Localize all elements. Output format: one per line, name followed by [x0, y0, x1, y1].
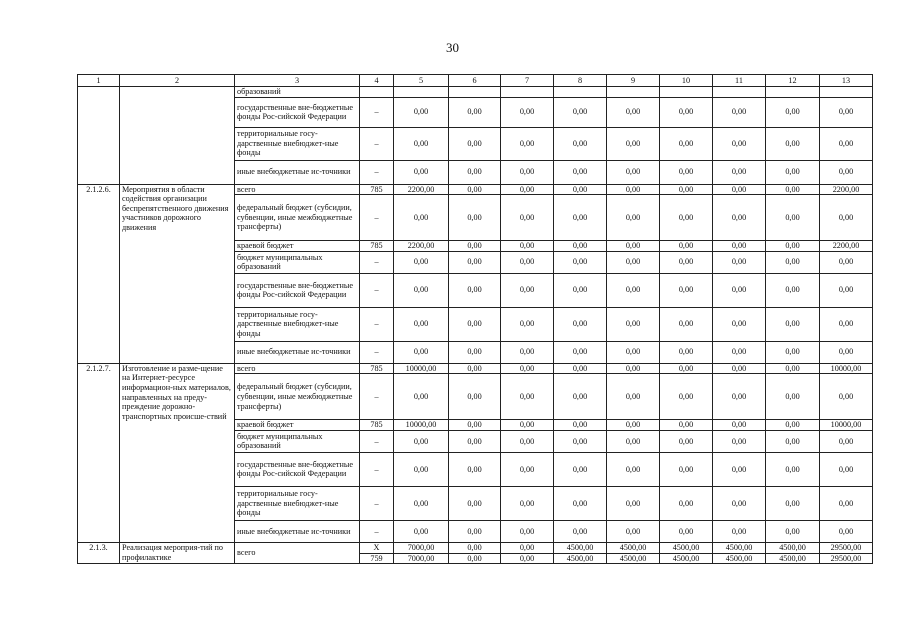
value-cell: 0,00 [449, 430, 501, 452]
kbk-cell: – [360, 452, 394, 486]
value-cell: 0,00 [449, 307, 501, 341]
value-cell: 0,00 [501, 307, 554, 341]
value-cell: 0,00 [394, 195, 449, 241]
source-cell: всего [235, 184, 360, 195]
kbk-cell: – [360, 430, 394, 452]
value-cell: 0,00 [607, 127, 660, 160]
value-cell: 0,00 [820, 195, 873, 241]
value-cell: 0,00 [394, 430, 449, 452]
value-cell: 0,00 [449, 160, 501, 184]
value-cell: 0,00 [713, 241, 766, 252]
value-cell: 0,00 [449, 420, 501, 431]
value-cell: 4500,00 [607, 542, 660, 553]
value-cell: 0,00 [501, 420, 554, 431]
value-cell: 0,00 [766, 307, 820, 341]
value-cell: 0,00 [554, 273, 607, 307]
value-cell: 0,00 [449, 184, 501, 195]
value-cell: 0,00 [607, 241, 660, 252]
value-cell: 0,00 [713, 195, 766, 241]
value-cell: 2200,00 [820, 184, 873, 195]
value-cell [820, 87, 873, 98]
value-cell: 0,00 [766, 251, 820, 273]
col-header: 10 [660, 75, 713, 87]
value-cell: 0,00 [607, 486, 660, 520]
col-header: 3 [235, 75, 360, 87]
value-cell: 0,00 [766, 273, 820, 307]
source-cell: федеральный бюджет (субсидии, субвенции, иные межбюджетные трансферты) [235, 195, 360, 241]
kbk-cell: – [360, 195, 394, 241]
value-cell [713, 87, 766, 98]
table-body [78, 87, 873, 564]
kbk-cell: – [360, 127, 394, 160]
value-cell: 0,00 [607, 430, 660, 452]
value-cell: 0,00 [713, 307, 766, 341]
value-cell: 0,00 [766, 420, 820, 431]
value-cell: 0,00 [449, 374, 501, 420]
value-cell: 2200,00 [394, 184, 449, 195]
value-cell: 0,00 [660, 127, 713, 160]
value-cell: 4500,00 [713, 553, 766, 564]
col-header: 6 [449, 75, 501, 87]
kbk-cell: – [360, 97, 394, 127]
value-cell: 29500,00 [820, 542, 873, 553]
value-cell: 0,00 [607, 251, 660, 273]
value-cell: 0,00 [766, 341, 820, 363]
value-cell: 0,00 [713, 127, 766, 160]
source-cell: бюджет муниципальных образований [235, 251, 360, 273]
value-cell: 0,00 [449, 542, 501, 553]
code-cell: 2.1.3. [78, 542, 120, 563]
value-cell: 0,00 [607, 160, 660, 184]
value-cell: 2200,00 [394, 241, 449, 252]
value-cell: 0,00 [501, 430, 554, 452]
value-cell: 0,00 [501, 195, 554, 241]
value-cell: 10000,00 [394, 363, 449, 374]
value-cell: 0,00 [394, 374, 449, 420]
value-cell: 0,00 [766, 241, 820, 252]
value-cell: 0,00 [713, 363, 766, 374]
value-cell: 0,00 [766, 363, 820, 374]
value-cell: 0,00 [713, 273, 766, 307]
source-cell: государственные вне-бюджетные фонды Рос-сийской Федерации [235, 97, 360, 127]
value-cell: 0,00 [607, 452, 660, 486]
value-cell: 0,00 [766, 160, 820, 184]
name-cell: Изготовление и разме-щение на Интернет-ресурсе информацион-ных материалов, направленных на преду-преждение дорожно-транспортных происше-ствий [120, 363, 235, 542]
value-cell: 0,00 [820, 486, 873, 520]
value-cell: 0,00 [607, 273, 660, 307]
value-cell: 0,00 [660, 341, 713, 363]
value-cell: 0,00 [501, 363, 554, 374]
source-cell: образований [235, 87, 360, 98]
value-cell: 0,00 [554, 374, 607, 420]
col-header: 4 [360, 75, 394, 87]
value-cell: 0,00 [554, 307, 607, 341]
source-cell: территориальные госу-дарственные внебюджет-ные фонды [235, 127, 360, 160]
value-cell: 0,00 [660, 452, 713, 486]
value-cell: 0,00 [394, 486, 449, 520]
value-cell: 0,00 [554, 452, 607, 486]
value-cell: 0,00 [607, 184, 660, 195]
value-cell: 0,00 [713, 184, 766, 195]
value-cell: 0,00 [607, 420, 660, 431]
kbk-cell: – [360, 307, 394, 341]
value-cell: 2200,00 [820, 241, 873, 252]
code-cell [78, 87, 120, 185]
value-cell: 0,00 [660, 420, 713, 431]
value-cell: 0,00 [766, 486, 820, 520]
value-cell: 4500,00 [766, 553, 820, 564]
value-cell: 0,00 [394, 127, 449, 160]
table-row [78, 87, 873, 98]
value-cell: 0,00 [766, 195, 820, 241]
value-cell: 0,00 [820, 307, 873, 341]
kbk-cell: 785 [360, 420, 394, 431]
value-cell: 7000,00 [394, 553, 449, 564]
value-cell: 4500,00 [713, 542, 766, 553]
kbk-cell: 759 [360, 553, 394, 564]
kbk-cell: – [360, 341, 394, 363]
source-cell: всего [235, 363, 360, 374]
value-cell: 0,00 [449, 363, 501, 374]
value-cell: 0,00 [713, 160, 766, 184]
value-cell: 0,00 [449, 553, 501, 564]
value-cell: 0,00 [554, 241, 607, 252]
value-cell: 0,00 [607, 363, 660, 374]
value-cell: 0,00 [766, 452, 820, 486]
value-cell [607, 87, 660, 98]
value-cell: 0,00 [554, 363, 607, 374]
value-cell: 0,00 [501, 486, 554, 520]
value-cell: 0,00 [660, 195, 713, 241]
value-cell [554, 87, 607, 98]
value-cell: 0,00 [501, 341, 554, 363]
value-cell: 0,00 [766, 430, 820, 452]
value-cell: 0,00 [394, 251, 449, 273]
kbk-cell: 785 [360, 241, 394, 252]
value-cell: 0,00 [820, 273, 873, 307]
col-header: 9 [607, 75, 660, 87]
source-cell: всего [235, 542, 360, 563]
value-cell: 0,00 [394, 97, 449, 127]
value-cell: 0,00 [660, 184, 713, 195]
table-row [78, 363, 873, 374]
value-cell: 0,00 [713, 430, 766, 452]
value-cell: 0,00 [820, 374, 873, 420]
name-cell [120, 87, 235, 185]
value-cell: 0,00 [501, 273, 554, 307]
value-cell: 0,00 [449, 251, 501, 273]
value-cell: 0,00 [554, 341, 607, 363]
value-cell: 0,00 [554, 97, 607, 127]
col-header: 8 [554, 75, 607, 87]
value-cell: 0,00 [394, 520, 449, 542]
value-cell: 7000,00 [394, 542, 449, 553]
value-cell: 0,00 [660, 251, 713, 273]
value-cell: 0,00 [501, 553, 554, 564]
source-cell: иные внебюджетные ис-точники [235, 520, 360, 542]
value-cell: 0,00 [660, 241, 713, 252]
value-cell: 0,00 [394, 307, 449, 341]
value-cell: 0,00 [449, 273, 501, 307]
value-cell: 0,00 [820, 520, 873, 542]
source-cell: иные внебюджетные ис-точники [235, 341, 360, 363]
value-cell: 0,00 [766, 520, 820, 542]
value-cell: 4500,00 [607, 553, 660, 564]
value-cell: 0,00 [501, 542, 554, 553]
value-cell: 0,00 [820, 452, 873, 486]
kbk-cell: 785 [360, 184, 394, 195]
value-cell: 0,00 [501, 97, 554, 127]
value-cell: 0,00 [713, 251, 766, 273]
value-cell: 0,00 [501, 127, 554, 160]
table-row [78, 542, 873, 553]
value-cell: 0,00 [820, 430, 873, 452]
col-header: 5 [394, 75, 449, 87]
value-cell [501, 87, 554, 98]
value-cell: 0,00 [449, 241, 501, 252]
value-cell [766, 87, 820, 98]
value-cell: 0,00 [766, 97, 820, 127]
value-cell: 0,00 [713, 341, 766, 363]
value-cell: 0,00 [713, 452, 766, 486]
value-cell: 0,00 [501, 520, 554, 542]
source-cell: краевой бюджет [235, 420, 360, 431]
page-number: 30 [446, 40, 459, 55]
value-cell: 0,00 [820, 341, 873, 363]
value-cell: 0,00 [554, 420, 607, 431]
value-cell: 0,00 [713, 420, 766, 431]
kbk-cell: – [360, 520, 394, 542]
code-cell: 2.1.2.7. [78, 363, 120, 542]
value-cell: 4500,00 [766, 542, 820, 553]
value-cell: 0,00 [449, 486, 501, 520]
value-cell: 4500,00 [660, 542, 713, 553]
value-cell: 0,00 [660, 486, 713, 520]
value-cell: 0,00 [660, 273, 713, 307]
value-cell: 0,00 [554, 195, 607, 241]
value-cell: 0,00 [554, 184, 607, 195]
source-cell: государственные вне-бюджетные фонды Рос-сийской Федерации [235, 452, 360, 486]
value-cell: 0,00 [449, 520, 501, 542]
col-header: 1 [78, 75, 120, 87]
name-cell: Мероприятия в области содействия организации беспрепятственного движения участников дорожного движения [120, 184, 235, 363]
kbk-cell: – [360, 251, 394, 273]
value-cell: 0,00 [449, 341, 501, 363]
kbk-cell: – [360, 374, 394, 420]
value-cell: 0,00 [820, 127, 873, 160]
source-cell: территориальные госу-дарственные внебюджет-ные фонды [235, 486, 360, 520]
value-cell: 0,00 [449, 452, 501, 486]
value-cell: 0,00 [660, 430, 713, 452]
value-cell [360, 87, 394, 98]
value-cell: 29500,00 [820, 553, 873, 564]
source-cell: государственные вне-бюджетные фонды Рос-сийской Федерации [235, 273, 360, 307]
value-cell: 0,00 [607, 520, 660, 542]
source-cell: территориальные госу-дарственные внебюджет-ные фонды [235, 307, 360, 341]
value-cell: 0,00 [554, 520, 607, 542]
value-cell: 0,00 [607, 374, 660, 420]
value-cell: 0,00 [766, 127, 820, 160]
kbk-cell: 785 [360, 363, 394, 374]
value-cell: 0,00 [554, 430, 607, 452]
source-cell: краевой бюджет [235, 241, 360, 252]
value-cell: 0,00 [501, 374, 554, 420]
value-cell: 0,00 [607, 307, 660, 341]
value-cell: 0,00 [660, 374, 713, 420]
value-cell: 0,00 [394, 273, 449, 307]
value-cell: 0,00 [554, 127, 607, 160]
col-header: 7 [501, 75, 554, 87]
value-cell: 4500,00 [554, 553, 607, 564]
value-cell: 0,00 [660, 160, 713, 184]
source-cell: бюджет муниципальных образований [235, 430, 360, 452]
source-cell: федеральный бюджет (субсидии, субвенции, иные межбюджетные трансферты) [235, 374, 360, 420]
value-cell: 0,00 [820, 160, 873, 184]
value-cell: 0,00 [766, 374, 820, 420]
col-header: 13 [820, 75, 873, 87]
value-cell: 0,00 [660, 97, 713, 127]
kbk-cell: – [360, 273, 394, 307]
table-row [78, 184, 873, 195]
value-cell: 0,00 [554, 160, 607, 184]
kbk-cell: X [360, 542, 394, 553]
value-cell: 4500,00 [554, 542, 607, 553]
value-cell: 10000,00 [820, 420, 873, 431]
value-cell: 0,00 [713, 486, 766, 520]
value-cell [660, 87, 713, 98]
value-cell: 0,00 [501, 251, 554, 273]
value-cell: 0,00 [660, 363, 713, 374]
kbk-cell: – [360, 486, 394, 520]
value-cell: 0,00 [449, 97, 501, 127]
value-cell: 0,00 [660, 520, 713, 542]
value-cell [394, 87, 449, 98]
value-cell: 4500,00 [660, 553, 713, 564]
value-cell: 0,00 [501, 241, 554, 252]
col-header: 2 [120, 75, 235, 87]
value-cell: 0,00 [713, 97, 766, 127]
value-cell: 0,00 [554, 486, 607, 520]
value-cell: 0,00 [660, 307, 713, 341]
value-cell: 0,00 [554, 251, 607, 273]
value-cell: 0,00 [501, 452, 554, 486]
value-cell: 0,00 [820, 251, 873, 273]
value-cell: 0,00 [501, 160, 554, 184]
source-cell: иные внебюджетные ис-точники [235, 160, 360, 184]
value-cell: 0,00 [394, 452, 449, 486]
value-cell: 0,00 [713, 374, 766, 420]
value-cell: 0,00 [449, 195, 501, 241]
value-cell: 10000,00 [394, 420, 449, 431]
value-cell: 0,00 [713, 520, 766, 542]
code-cell: 2.1.2.6. [78, 184, 120, 363]
value-cell: 0,00 [394, 341, 449, 363]
value-cell: 0,00 [766, 184, 820, 195]
header-row [78, 75, 873, 87]
col-header: 11 [713, 75, 766, 87]
budget-table [77, 74, 873, 564]
value-cell: 10000,00 [820, 363, 873, 374]
value-cell: 0,00 [394, 160, 449, 184]
col-header: 12 [766, 75, 820, 87]
value-cell: 0,00 [449, 127, 501, 160]
value-cell: 0,00 [607, 341, 660, 363]
name-cell: Реализация мероприя-тий по профилактике [120, 542, 235, 563]
value-cell: 0,00 [501, 184, 554, 195]
value-cell: 0,00 [607, 97, 660, 127]
value-cell: 0,00 [607, 195, 660, 241]
kbk-cell: – [360, 160, 394, 184]
value-cell [449, 87, 501, 98]
value-cell: 0,00 [820, 97, 873, 127]
